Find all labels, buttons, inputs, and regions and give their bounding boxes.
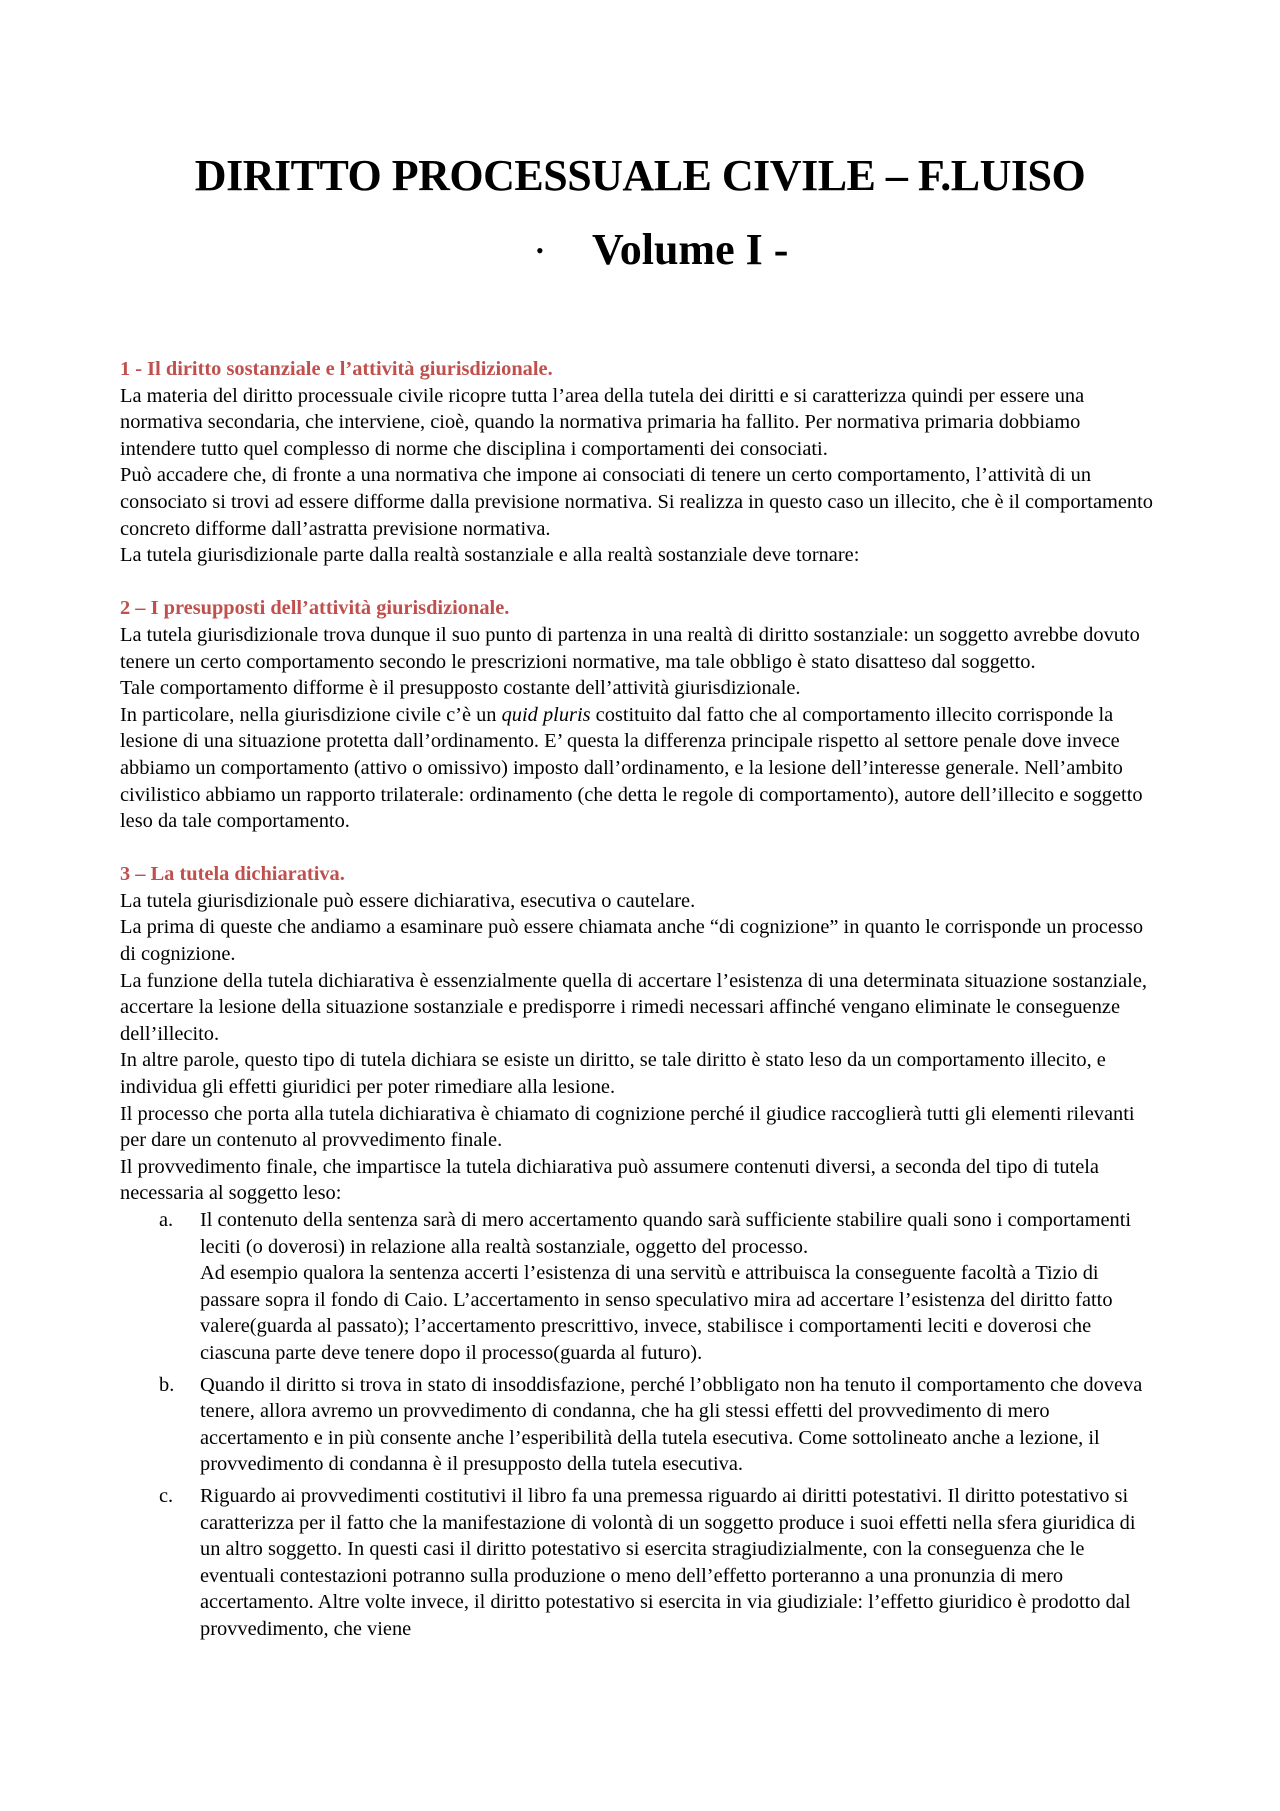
document-body — [120, 356, 1160, 1643]
section-spacer — [120, 835, 1160, 862]
paragraph: La tutela giurisdizionale parte dalla realtà sostanziale e alla realtà sostanziale deve tornare: — [120, 544, 860, 567]
paragraph: La tutela giurisdizionale può essere dichiarativa, esecutiva o cautelare. — [120, 889, 696, 912]
subtitle-bullet: • — [536, 238, 544, 263]
section-heading-1: 1 - Il diritto sostanziale e l’attività giurisdizionale. — [120, 358, 553, 380]
paragraph: Tale comportamento difforme è il presupposto costante dell’attività giurisdizionale. — [120, 677, 801, 700]
paragraph: La tutela giurisdizionale trova dunque il suo punto di partenza in una realtà di diritto sostanziale: un soggetto avrebbe dovuto tenere un certo comportamento secondo le prescrizioni normative, ma tale obbligo è stato disatteso dal soggetto. — [120, 623, 1140, 673]
list-item-text: Riguardo ai provvedimenti costitutivi il libro fa una premessa riguardo ai diritti potestativi. Il diritto potestativo si caratterizza per il fatto che la manifestazione di volontà di un soggetto produce i suoi effetti nella sfera giuridica di un altro soggetto. In questi casi il diritto potestativo si esercita stragiudizialmente, con la conseguenza che le eventuali contestazioni potranno sulla produzione o meno dell’effetto porteranno a una pronunzia di mero accertamento. Altre volte invece, il diritto potestativo si esercita in via giudiziale: l’effetto giuridico è prodotto dal provvedimento, che viene — [200, 1484, 1136, 1640]
paragraph: In altre parole, questo tipo di tutela dichiara se esiste un diritto, se tale diritto è stato leso da un comportamento illecito, e individua gli effetti giuridici per poter rimediare alla lesione. — [120, 1049, 1106, 1099]
list-item — [120, 1372, 1160, 1478]
section-spacer — [120, 569, 1160, 596]
section-heading-2: 2 – I presupposti dell’attività giurisdizionale. — [120, 597, 510, 620]
document-title: DIRITTO PROCESSUALE CIVILE – F.LUISO — [194, 151, 1086, 200]
paragraph: Può accadere che, di fronte a una normativa che impone ai consociati di tenere un certo comportamento, l’attività di un consociato si trovi ad essere difforme dalla previsione normativa. Si realizza in questo caso un illecito, che è il comportamento concreto difforme dall’astratta previsione normativa. — [120, 464, 1153, 540]
list-marker: a. — [159, 1209, 174, 1231]
volume-label: Volume I - — [592, 225, 789, 274]
paragraph: La prima di queste che andiamo a esaminare può essere chiamata anche “di cognizione” in quanto le corrisponde un processo di cognizione. — [120, 916, 1144, 966]
list-marker: c. — [159, 1484, 174, 1507]
list-item-text: Il contenuto della sentenza sarà di mero accertamento quando sarà sufficiente stabilire quali sono i comportamenti leciti (o doverosi) in relazione alla realtà sostanziale, oggetto del processo. — [200, 1209, 1132, 1258]
list-item-text: Ad esempio qualora la sentenza accerti l’esistenza di una servitù e attribuisca la conseguente facoltà a Tizio di passare sopra il fondo di Caio. L’accertamento in senso speculativo mira ad accertare l’esistenza del diritto fatto valere(guarda al passato); l’accertamento prescrittivo, invece, stabilisce i comportamenti leciti e doverosi che ciascuna parte deve tenere dopo il processo(guarda al futuro). — [200, 1262, 1113, 1364]
paragraph: Il provvedimento finale, che impartisce la tutela dichiarativa può assumere contenuti diversi, a seconda del tipo di tutela necessaria al soggetto leso: — [120, 1155, 1099, 1205]
paragraph: Il processo che porta alla tutela dichiarativa è chiamato di cognizione perché il giudice raccoglierà tutti gli elementi rilevanti per dare un contenuto al provvedimento finale. — [120, 1102, 1135, 1152]
list-marker: b. — [159, 1373, 175, 1396]
italic-term: quid pluris — [501, 703, 591, 726]
paragraph: La materia del diritto processuale civile ricopre tutta l’area della tutela dei diritti e si caratterizza quindi per essere una normativa secondaria, che interviene, cioè, quando la normativa primaria ha fallito. Per normativa primaria dobbiamo intendere tutto quel complesso di norme che disciplina i comportamenti dei consociati. — [120, 384, 1085, 460]
paragraph: La funzione della tutela dichiarativa è essenzialmente quella di accertare l’esistenza di una determinata situazione sostanziale, accertare la lesione della situazione sostanziale e predisporre i rimedi necessari affinché vengano eliminate le conseguenze dell’illecito. — [120, 969, 1147, 1045]
tutela-list — [120, 1207, 1160, 1643]
list-item — [120, 1483, 1160, 1643]
paragraph-text: In particolare, nella giurisdizione civile c’è un — [120, 703, 502, 726]
paragraph-text: costituito dal fatto che al comportamento illecito corrisponde la lesione di una situazione protetta dall’ordinamento. E’ questa la differenza principale rispetto al settore penale dove invece abbiamo un comportamento (attivo o omissivo) imposto dall’ordinamento, e la lesione dell’interesse generale. Nell’ambito civilistico abbiamo un rapporto trilaterale: ordinamento (che detta le regole di comportamento), autore dell’illecito e soggetto leso da tale comportamento. — [120, 703, 1143, 833]
section-heading-3: 3 – La tutela dichiarativa. — [120, 863, 345, 886]
document-subtitle — [0, 222, 1280, 278]
list-item — [120, 1207, 1160, 1367]
paragraph — [120, 702, 1160, 835]
list-item-text: Quando il diritto si trova in stato di insoddisfazione, perché l’obbligato non ha tenuto il comportamento che doveva tenere, allora avremo un provvedimento di condanna, che ha gli stessi effetti del provvedimento di mero accertamento e in più consente anche l’esperibilità della tutela esecutiva. Come sottolineato anche a lezione, il provvedimento di condanna è il presupposto della tutela esecutiva. — [200, 1373, 1143, 1476]
